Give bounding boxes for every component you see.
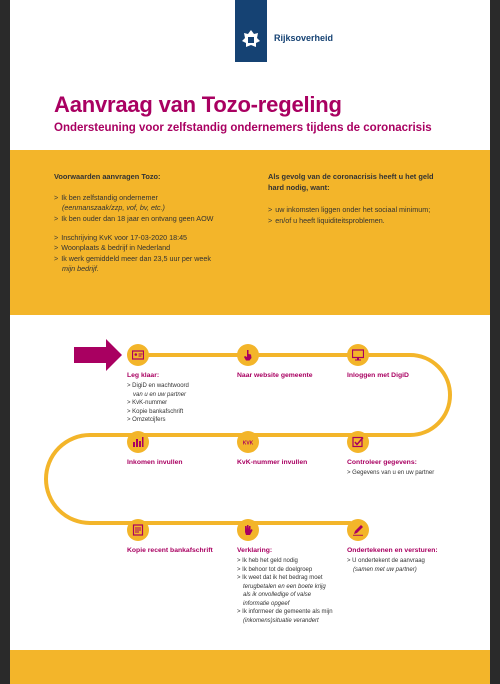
id-card-icon — [132, 349, 144, 361]
step-sign-title: Ondertekenen en versturen: — [347, 547, 438, 554]
step-kvk — [237, 431, 355, 469]
svg-text:KVK: KVK — [242, 440, 254, 447]
step-income — [127, 431, 245, 469]
reason-item: > uw inkomsten liggen onder het sociaal minimum; — [268, 205, 431, 215]
kvk-icon — [242, 436, 254, 448]
step-income-title: Inkomen invullen — [127, 459, 183, 466]
start-arrow-icon — [74, 339, 122, 371]
reasons-heading: Als gevolg van de coronacrisis heeft u het geld hard nodig, want: — [268, 172, 434, 192]
step-login-title: Inloggen met DigiD — [347, 372, 409, 379]
bar-chart-icon — [132, 436, 144, 448]
condition-item-cont: mijn bedrijf. — [62, 264, 99, 274]
rijksoverheid-logo-block — [235, 0, 267, 62]
flyer-page — [10, 0, 490, 684]
condition-item-note: (eenmanszaak/zzp, vof, bv, etc.) — [62, 203, 165, 213]
document-icon — [132, 524, 144, 536]
hand-pointer-icon — [242, 349, 254, 361]
crest-icon — [239, 28, 263, 50]
step-statement-title: Verklaring: — [237, 547, 273, 554]
page-title: Aanvraag van Tozo-regeling — [54, 92, 342, 117]
step-sign-list: > U ondertekent de aanvraag (samen met uw partner) — [347, 558, 425, 573]
step-sign — [347, 519, 465, 574]
condition-item: > Ik ben zelfstandig ondernemer — [54, 192, 158, 202]
condition-item: > Ik werk gemiddeld meer dan 23,5 uur per week — [54, 253, 212, 263]
conditions-column — [54, 172, 254, 275]
step-prepare-list: > DigiD en wachtwoord van u en uw partner > KvK-nummer > Kopie bankafschrift > Omzetcijfers — [127, 383, 189, 424]
condition-item: > Woonplaats & bedrijf in Nederland — [54, 243, 171, 253]
condition-item: > Inschrijving KvK voor 17-03-2020 18:45 — [54, 233, 188, 243]
step-website-title: Naar website gemeente — [237, 372, 313, 379]
step-bank — [127, 519, 245, 557]
step-check-list: > Gegevens van u en uw partner — [347, 470, 435, 476]
monitor-icon — [352, 349, 364, 361]
step-prepare-title: Leg klaar: — [127, 372, 160, 379]
logo-text: Rijksoverheid — [274, 33, 334, 43]
step-statement-list: > Ik heb het geld nodig > Ik behoor tot de doelgroep > Ik weet dat ik het bedrag moet terugbetalen en een boete krijg als ik onvolledige of valse informatie opgeef > Ik informeer de gemeente als mijn (inkomens)situatie verandert — [237, 558, 333, 624]
reason-item: > en/of u heeft liquiditeitsproblemen. — [268, 215, 385, 225]
step-statement — [237, 519, 355, 625]
step-prepare — [127, 344, 245, 425]
step-kvk-title: KvK-nummer invullen — [237, 459, 308, 466]
raised-hand-icon — [242, 524, 254, 536]
step-website — [237, 344, 355, 382]
pen-icon — [352, 524, 364, 536]
step-check — [347, 431, 465, 478]
step-login — [347, 344, 465, 382]
page-subtitle: Ondersteuning voor zelfstandig ondernemers tijdens de coronacrisis — [54, 122, 432, 134]
step-check-title: Controleer gegevens: — [347, 459, 417, 466]
footer-band — [10, 650, 490, 684]
conditions-heading: Voorwaarden aanvragen Tozo: — [54, 172, 161, 181]
condition-item: > Ik ben ouder dan 18 jaar en ontvang geen AOW — [54, 213, 214, 223]
conditions-band — [10, 150, 490, 315]
checkbox-icon — [352, 436, 364, 448]
reasons-column — [268, 172, 478, 226]
step-bank-title: Kopie recent bankafschrift — [127, 547, 213, 554]
